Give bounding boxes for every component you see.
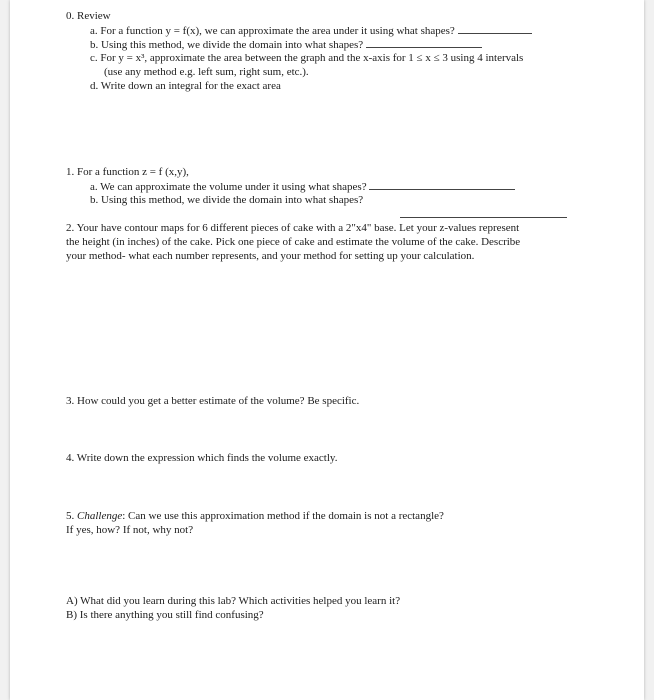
question-1a: a. We can approximate the volume under it using what shapes?	[90, 180, 515, 194]
worksheet-page	[10, 0, 644, 700]
reflection-a: A) What did you learn during this lab? Which activities helped you learn it?	[66, 595, 401, 607]
question-1-intro: 1. For a function z = f (x,y),	[66, 166, 189, 178]
answer-blank-1a[interactable]	[369, 180, 515, 190]
question-1b: b. Using this method, we divide the domain into what shapes?	[90, 194, 364, 206]
answer-blank-review-b[interactable]	[366, 38, 482, 48]
review-heading: 0. Review	[66, 10, 111, 22]
answer-blank-1b[interactable]	[400, 217, 567, 218]
question-2-line-3: your method- what each number represents, and your method for setting up your calculation.	[66, 250, 475, 262]
answer-blank-review-a[interactable]	[458, 24, 532, 34]
review-question-c-continued: (use any method e.g. left sum, right sum, etc.).	[104, 66, 309, 78]
review-question-b: b. Using this method, we divide the domain into what shapes?	[90, 38, 482, 52]
review-question-c: c. For y = x³, approximate the area between the graph and the x-axis for 1 ≤ x ≤ 3 using 4 intervals	[90, 52, 524, 64]
question-5: 5. Challenge: Can we use this approximation method if the domain is not a rectangle?	[66, 510, 444, 522]
review-question-d: d. Write down an integral for the exact area	[90, 80, 281, 92]
question-2-line-1: 2. Your have contour maps for 6 different pieces of cake with a 2"x4" base. Let your z-values represent	[66, 222, 520, 234]
reflection-b: B) Is there anything you still find confusing?	[66, 609, 264, 621]
question-5-line-2: If yes, how? If not, why not?	[66, 524, 194, 536]
review-question-a: a. For a function y = f(x), we can approximate the area under it using what shapes?	[90, 24, 532, 38]
question-3: 3. How could you get a better estimate of the volume? Be specific.	[66, 395, 360, 407]
question-2-line-2: the height (in inches) of the cake. Pick one piece of cake and estimate the volume of the cake. Describe	[66, 236, 521, 248]
question-4: 4. Write down the expression which finds the volume exactly.	[66, 452, 338, 464]
challenge-label: Challenge	[77, 510, 123, 522]
